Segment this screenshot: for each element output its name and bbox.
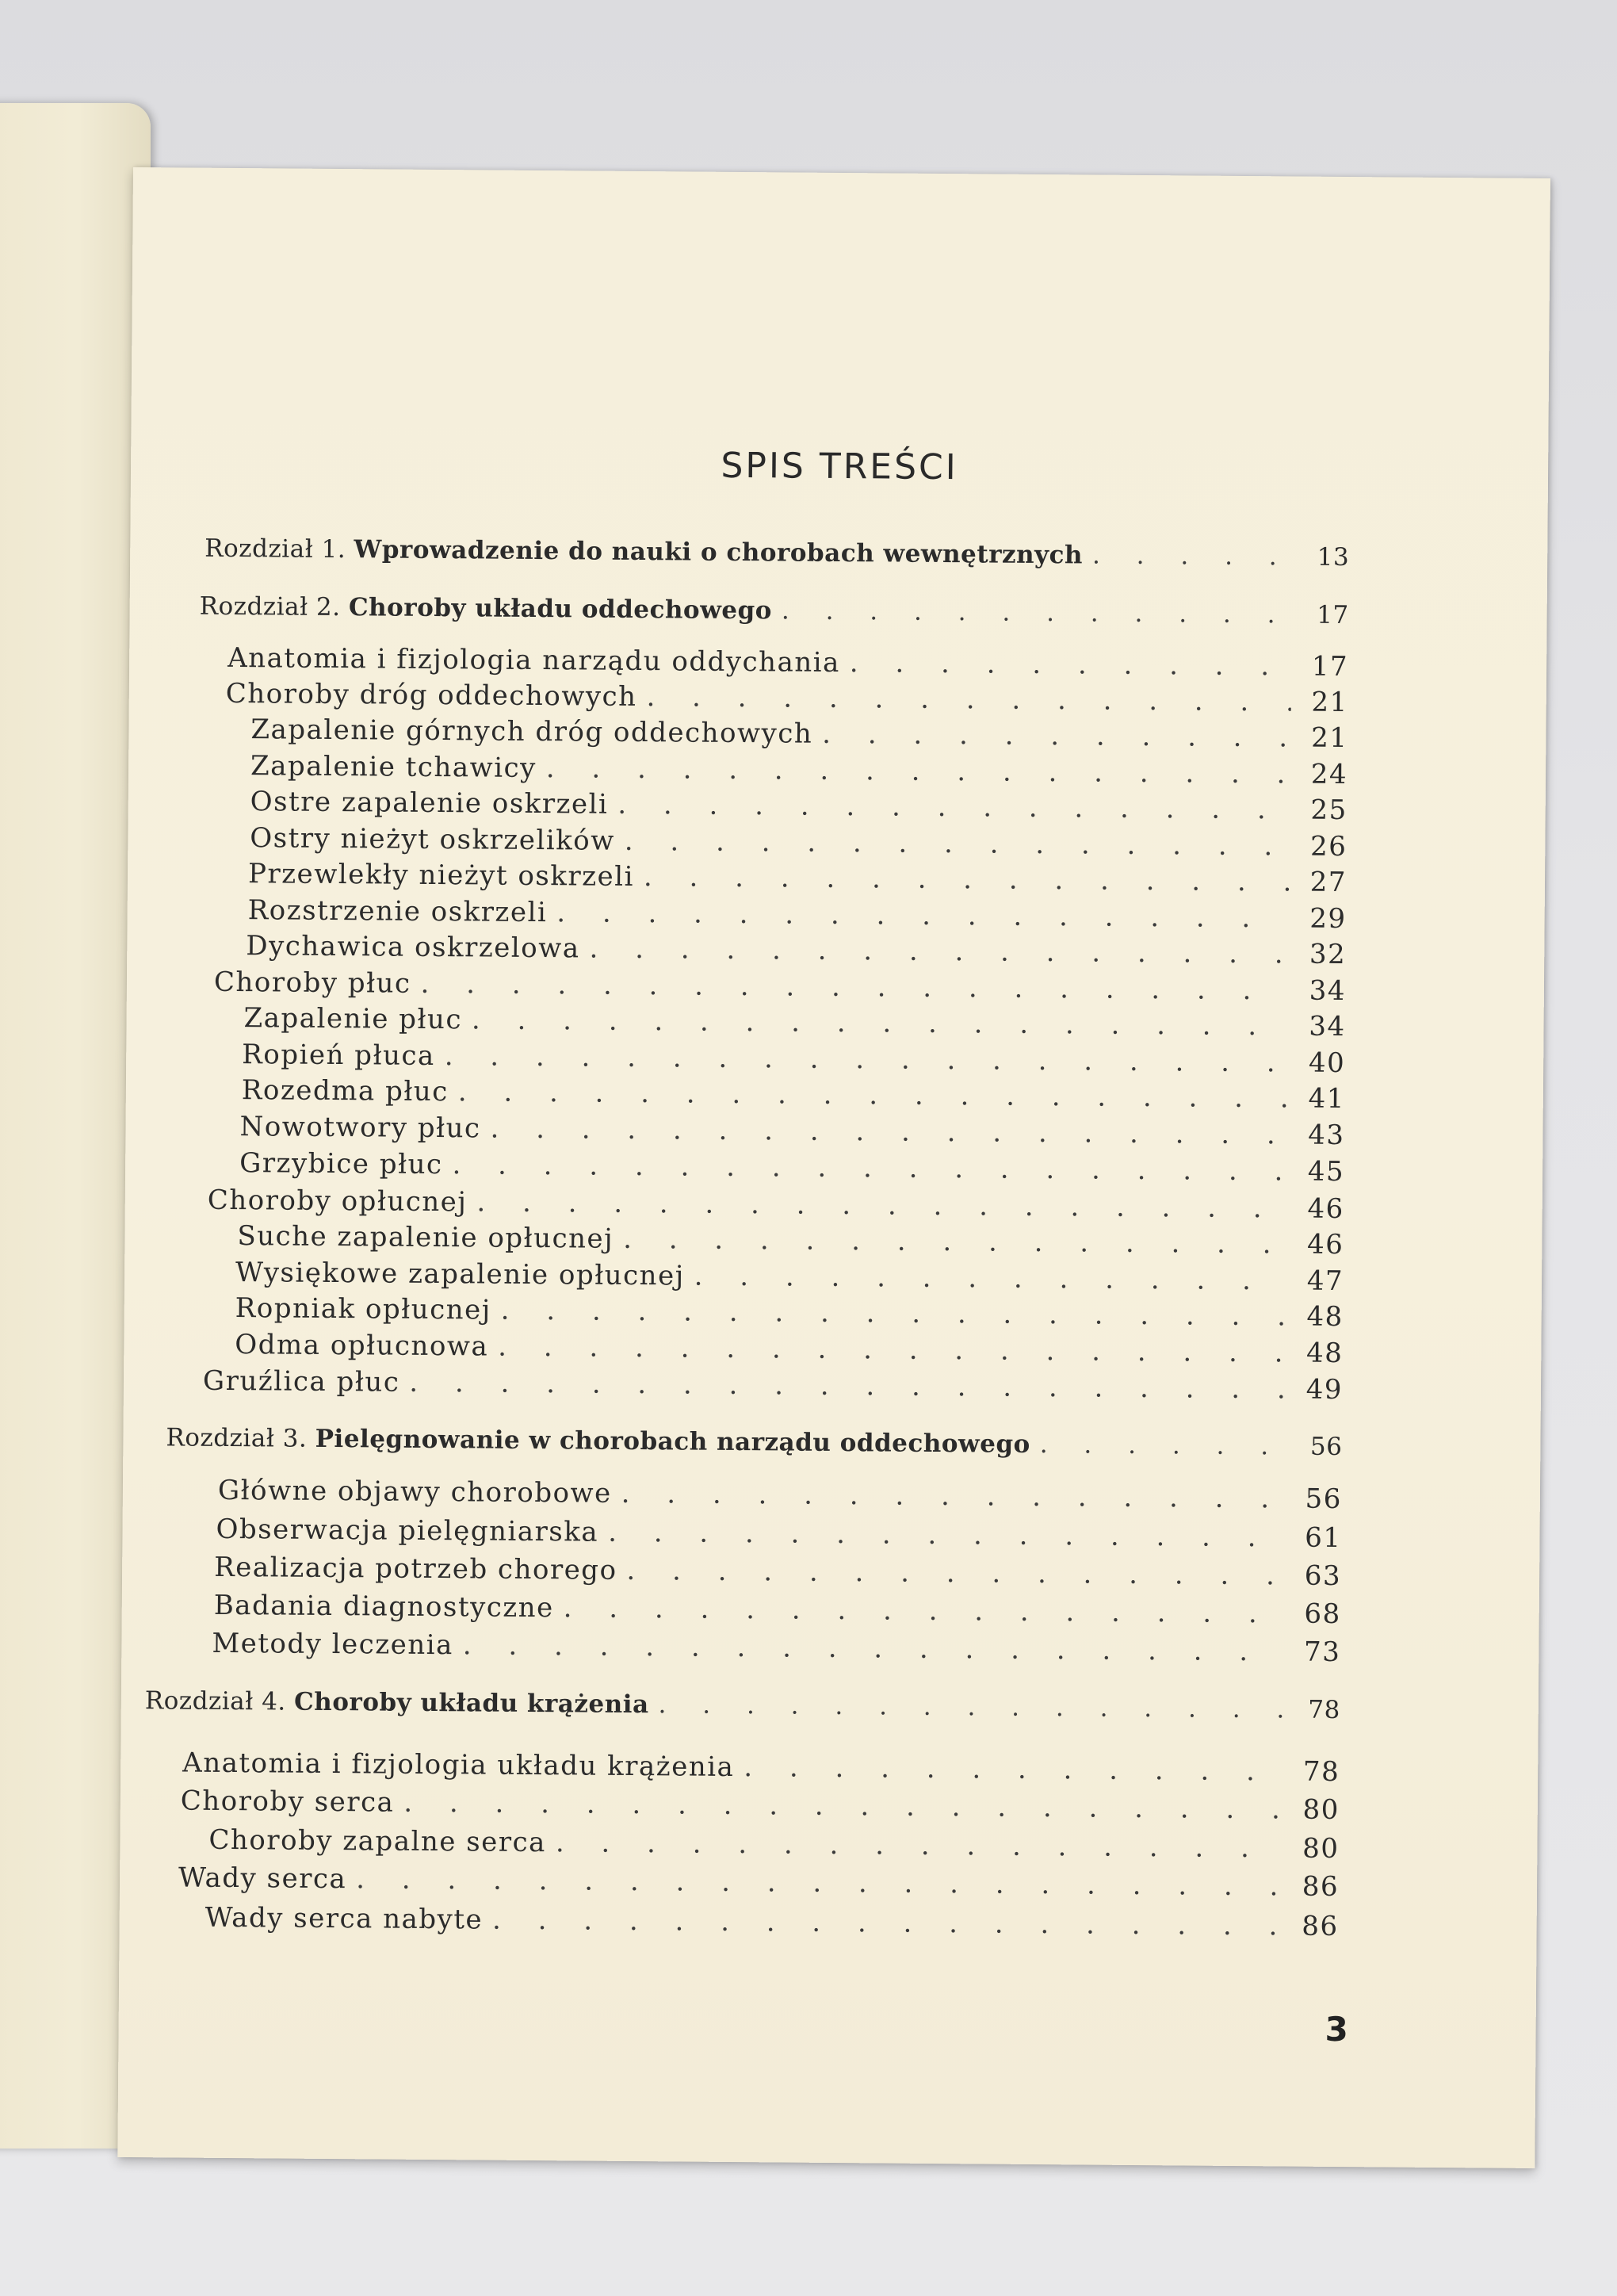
toc-label: Choroby dróg oddechowych xyxy=(225,677,637,713)
toc-page-number: 17 xyxy=(1311,650,1349,683)
toc-label: Suche zapalenie opłucnej xyxy=(237,1220,614,1255)
toc-page-number: 80 xyxy=(1302,1793,1340,1826)
toc-label: Główne objawy chorobowe xyxy=(217,1474,612,1510)
toc-entry-row xyxy=(226,678,1348,718)
toc-entry-row xyxy=(242,1074,1345,1115)
toc-entry-row xyxy=(214,1552,1341,1592)
toc-entry-row xyxy=(218,1475,1342,1515)
toc-label: Wady serca nabyte xyxy=(205,1901,484,1936)
toc-entry-row xyxy=(182,1747,1340,1788)
toc-page-number: 27 xyxy=(1309,866,1348,899)
toc-label: Rozedma płuc xyxy=(241,1074,449,1108)
toc-leader-dots xyxy=(556,897,1290,934)
toc-leader-dots xyxy=(850,647,1292,682)
toc-chapter-title: Choroby układu oddechowego xyxy=(348,593,773,626)
book-page xyxy=(117,167,1550,2168)
toc-entry-row xyxy=(248,858,1347,898)
toc-page-number: 61 xyxy=(1305,1521,1342,1555)
toc-chapter-row xyxy=(200,592,1349,629)
toc-leader-dots xyxy=(492,1904,1282,1942)
toc-page-number: 32 xyxy=(1309,938,1347,971)
toc-entry-row xyxy=(246,930,1346,970)
toc-leader-dots xyxy=(621,1478,1285,1515)
toc-entry-row xyxy=(239,1147,1344,1188)
toc-page-number: 29 xyxy=(1309,902,1347,936)
toc-page-number: 46 xyxy=(1306,1228,1344,1261)
toc-page-number: 56 xyxy=(1309,1432,1343,1462)
toc-page-number: 86 xyxy=(1302,1910,1339,1942)
toc-chapter-prefix: Rozdział 3. xyxy=(166,1423,315,1453)
toc-entry-row xyxy=(181,1785,1340,1826)
toc-label: Realizacja potrzeb chorego xyxy=(214,1551,617,1586)
toc-page-number: 73 xyxy=(1303,1636,1341,1668)
toc-label: Obserwacja pielęgniarska xyxy=(216,1513,599,1548)
toc-leader-dots xyxy=(822,718,1290,754)
toc-leader-dots xyxy=(409,1367,1286,1406)
toc-label: Przewlekły nieżyt oskrzeli xyxy=(247,858,635,893)
toc-label: Zapalenie tchawicy xyxy=(250,750,537,784)
toc-page-number: 86 xyxy=(1302,1870,1340,1903)
toc-entry-row xyxy=(227,642,1348,683)
toc-page-number: 40 xyxy=(1308,1047,1346,1080)
toc-page-number: 68 xyxy=(1304,1598,1341,1631)
toc-page-number: 48 xyxy=(1306,1300,1344,1334)
toc-leader-dots xyxy=(501,1295,1286,1333)
toc-label: Anatomia i fizjologia narządu oddychania xyxy=(227,641,841,679)
toc-entry-row xyxy=(214,966,1346,1007)
toc-chapter-prefix: Rozdział 4. xyxy=(144,1686,295,1716)
toc-page-number: 47 xyxy=(1306,1265,1344,1298)
toc-chapter-prefix: Rozdział 2. xyxy=(199,591,350,622)
page-number: 3 xyxy=(1325,2009,1349,2049)
toc-label: Anatomia i fizjologia układu krążenia xyxy=(182,1747,735,1783)
toc-page-number: 34 xyxy=(1309,1010,1346,1043)
toc-label: Grzybice płuc xyxy=(239,1147,443,1181)
toc-leader-dots xyxy=(452,1149,1287,1187)
toc-chapter-row xyxy=(145,1686,1340,1724)
toc-page-number: 78 xyxy=(1308,1695,1340,1724)
toc-leader-dots xyxy=(458,1076,1288,1114)
toc-label: Choroby opłucnej xyxy=(207,1184,468,1219)
toc-entry-row xyxy=(250,786,1348,826)
toc-page-number: 49 xyxy=(1305,1373,1344,1406)
toc-entry-row xyxy=(248,894,1347,935)
toc-chapter-row xyxy=(166,1423,1342,1461)
toc-leader-dots xyxy=(420,968,1289,1007)
toc-page-number: 26 xyxy=(1309,830,1348,863)
toc-page-number: 21 xyxy=(1310,721,1348,755)
toc-entry-row xyxy=(203,1365,1343,1406)
toc-label: Wysiękowe zapalenie opłucnej xyxy=(235,1257,685,1292)
toc-entry-row xyxy=(214,1590,1341,1630)
toc-leader-dots xyxy=(556,1827,1283,1864)
toc-label: Choroby serca xyxy=(180,1785,395,1819)
toc-entry-row xyxy=(239,1111,1344,1151)
toc-page-number: 45 xyxy=(1307,1155,1345,1188)
toc-entry-row xyxy=(250,822,1347,863)
toc-page-number: 21 xyxy=(1311,686,1348,719)
toc-leader-dots xyxy=(644,861,1290,897)
toc-page-number: 63 xyxy=(1304,1559,1342,1593)
toc-leader-dots xyxy=(589,933,1289,970)
toc-leader-dots xyxy=(463,1629,1284,1667)
toc-entry-row xyxy=(216,1513,1341,1554)
toc-label: Dychawica oskrzelowa xyxy=(246,930,580,965)
toc-leader-dots xyxy=(356,1863,1282,1902)
toc-leader-dots xyxy=(646,681,1291,718)
toc-label xyxy=(145,1686,649,1719)
toc-page-number: 17 xyxy=(1317,600,1349,630)
toc-label: Wady serca xyxy=(178,1862,347,1896)
toc-entry-row xyxy=(208,1824,1339,1865)
toc-entry-row xyxy=(237,1220,1344,1261)
toc-entry-row xyxy=(235,1257,1344,1297)
toc-page-number: 46 xyxy=(1307,1192,1344,1226)
toc-leader-dots xyxy=(626,1555,1284,1592)
toc-page-number: 24 xyxy=(1310,758,1348,791)
toc-label: Choroby zapalne serca xyxy=(208,1823,547,1859)
toc-entry-row xyxy=(235,1292,1344,1333)
toc-leader-dots xyxy=(490,1113,1287,1151)
toc-label xyxy=(166,1423,1030,1459)
toc-leader-dots xyxy=(1092,541,1292,571)
toc-leader-dots xyxy=(608,1517,1285,1554)
toc-page-number: 13 xyxy=(1317,542,1350,572)
toc-label: Gruźlica płuc xyxy=(202,1364,400,1399)
toc-label: Ostre zapalenie oskrzeli xyxy=(250,786,609,821)
page-title: SPIS TREŚCI xyxy=(721,445,958,488)
toc-page-number: 43 xyxy=(1308,1119,1345,1152)
toc-leader-dots xyxy=(472,1004,1289,1042)
toc-leader-dots xyxy=(546,752,1291,790)
toc-entry-row xyxy=(250,750,1348,790)
toc-page-number: 34 xyxy=(1309,974,1347,1008)
toc-chapter-title: Choroby układu krążenia xyxy=(293,1687,649,1720)
toc-leader-dots xyxy=(694,1261,1287,1297)
toc-page-number: 48 xyxy=(1305,1337,1344,1370)
toc-label: Rozstrzenie oskrzeli xyxy=(247,894,548,929)
toc-leader-dots xyxy=(617,789,1290,826)
toc-entry-row xyxy=(242,1039,1345,1079)
toc-chapter-title: Wprowadzenie do nauki o chorobach wewnętrznych xyxy=(354,535,1084,570)
toc-label: Nowotwory płuc xyxy=(239,1111,481,1145)
toc-leader-dots xyxy=(445,1040,1289,1078)
toc-page-number: 25 xyxy=(1310,794,1348,827)
toc-leader-dots xyxy=(403,1787,1283,1826)
toc-entry-row xyxy=(212,1628,1340,1668)
toc-entry-row xyxy=(205,1902,1339,1942)
toc-chapter-title: Pielęgnowanie w chorobach narządu oddechowego xyxy=(315,1424,1030,1459)
toc-leader-dots xyxy=(658,1690,1283,1724)
toc-chapter-row xyxy=(205,534,1349,572)
toc-chapter-prefix: Rozdział 1. xyxy=(205,534,354,564)
toc-leader-dots xyxy=(498,1331,1286,1369)
toc-label: Odma opłucnowa xyxy=(235,1329,489,1363)
toc-leader-dots xyxy=(625,825,1290,863)
toc-page-number: 41 xyxy=(1308,1082,1346,1115)
toc-page-number: 78 xyxy=(1302,1755,1340,1788)
toc-label: Badania diagnostyczne xyxy=(213,1589,554,1624)
toc-page-number: 80 xyxy=(1302,1832,1340,1865)
toc-label: Choroby płuc xyxy=(213,966,411,1000)
toc-label xyxy=(205,534,1083,570)
toc-entry-row xyxy=(250,714,1348,754)
toc-leader-dots xyxy=(623,1223,1287,1261)
toc-label: Ostry nieżyt oskrzelików xyxy=(250,822,615,857)
toc-entry-row xyxy=(208,1184,1344,1225)
toc-label: Metody leczenia xyxy=(212,1627,454,1662)
toc-leader-dots xyxy=(1040,1430,1286,1460)
toc-leader-dots xyxy=(782,596,1292,629)
toc-label: Ropniak opłucnej xyxy=(235,1292,491,1326)
toc-label xyxy=(200,592,773,626)
toc-leader-dots xyxy=(476,1186,1287,1224)
toc-label: Zapalenie płuc xyxy=(243,1002,463,1036)
toc-label: Ropień płuca xyxy=(242,1039,435,1073)
toc-entry-row xyxy=(235,1329,1343,1369)
toc-leader-dots xyxy=(564,1592,1284,1629)
toc-label: Zapalenie górnych dróg oddechowych xyxy=(250,714,813,750)
toc-leader-dots xyxy=(744,1751,1283,1787)
toc-entry-row xyxy=(243,1002,1345,1043)
toc-page-number: 56 xyxy=(1305,1483,1343,1516)
toc-entry-row xyxy=(178,1862,1339,1902)
